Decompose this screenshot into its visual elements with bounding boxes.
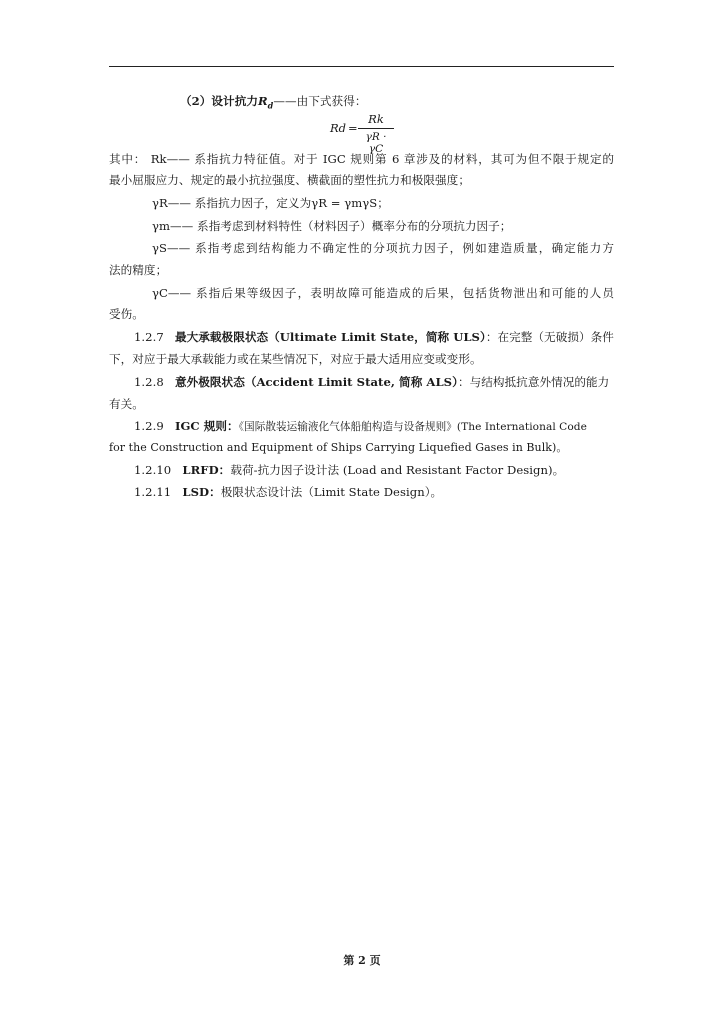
item-1-2-9-number: 1.2.9 [134,419,164,433]
item-1-2-11-text: 极限状态设计法（Limit State Design）。 [220,485,443,499]
item-1-2-7-number: 1.2.7 [134,330,164,344]
item-1-2-10-text: 载荷-抗力因子设计法 (Load and Resistant Factor Design)。 [230,463,565,477]
heading-symbol: R [257,94,268,108]
formula-fraction-bar [358,128,394,129]
item-1-2-7-text: ：在完整（无破损）条件 [485,330,614,344]
item-1-2-8-term: 意外极限状态（Accident Limit State, 简称 ALS） [174,375,458,389]
item-1-2-9-text: 《国际散装运输液化气体船舶构造与设备规则》(The International Code [238,421,587,433]
item-1-2-7-line2: 下，对应于最大承载能力或在某些情况下，对应于最大适用应变或变形。 [109,352,482,366]
item-1-2-8 [134,375,614,389]
def-gamma-c-line1: γC—— 系指后果等级因子，表明故障可能造成的后果，包括货物泄出和可能的人员 [152,286,614,300]
formula-lhs: Rd [330,121,347,135]
item-1-2-11 [134,485,614,499]
item-1-2-8-line2: 有关。 [109,397,144,411]
def-gamma-r: γR—— 系指抗力因子，定义为γR = γmγS； [152,196,389,210]
item-1-2-11-number: 1.2.11 [134,485,172,499]
formula-equals: = [348,121,358,135]
item-1-2-7 [134,330,614,344]
def-rk-line2: 最小屈服应力、规定的最小抗拉强度、横截面的塑性抗力和极限强度； [109,173,470,187]
item-1-2-8-text: ：与结构抵抗意外情况的能力 [457,375,610,389]
heading-prefix: （2）设计抗力 [180,94,258,108]
formula-block [330,110,400,155]
item-1-2-9-term: IGC 规则： [174,419,239,433]
heading-symbol-sub: d [267,100,274,111]
def-rk-line1: 其中： Rk—— 系指抗力特征值。对于 IGC 规则第 6 章涉及的材料，其可为但不限于规定的 [109,152,614,166]
item-1-2-9-line2: for the Construction and Equipment of Ships Carrying Liquefied Gases in Bulk)。 [109,441,568,454]
formula-numerator: Rk [368,112,384,126]
heading-suffix: ——由下式获得： [273,94,367,108]
item-1-2-8-number: 1.2.8 [134,375,164,389]
formula-denominator: γR · γC [365,131,387,155]
item-1-2-11-term: LSD： [182,485,221,499]
header-rule [109,66,614,67]
item-1-2-10-term: LRFD： [182,463,231,477]
def-gamma-m: γm—— 系指考虑到材料特性（材料因子）概率分布的分项抗力因子； [152,219,512,233]
def-gamma-c-line2: 受伤。 [109,307,144,321]
item-1-2-10 [134,463,614,477]
page-number: 第 2 页 [343,954,381,967]
item-1-2-10-number: 1.2.10 [134,463,172,477]
item-1-2-9 [134,419,614,434]
def-gamma-s-line2: 法的精度； [109,263,168,277]
section-heading [180,94,685,112]
item-1-2-7-term: 最大承载极限状态（Ultimate Limit State，简称 ULS） [174,330,486,344]
def-gamma-s-line1: γS—— 系指考虑到结构能力不确定性的分项抗力因子，例如建造质量，确定能力方 [152,241,614,255]
